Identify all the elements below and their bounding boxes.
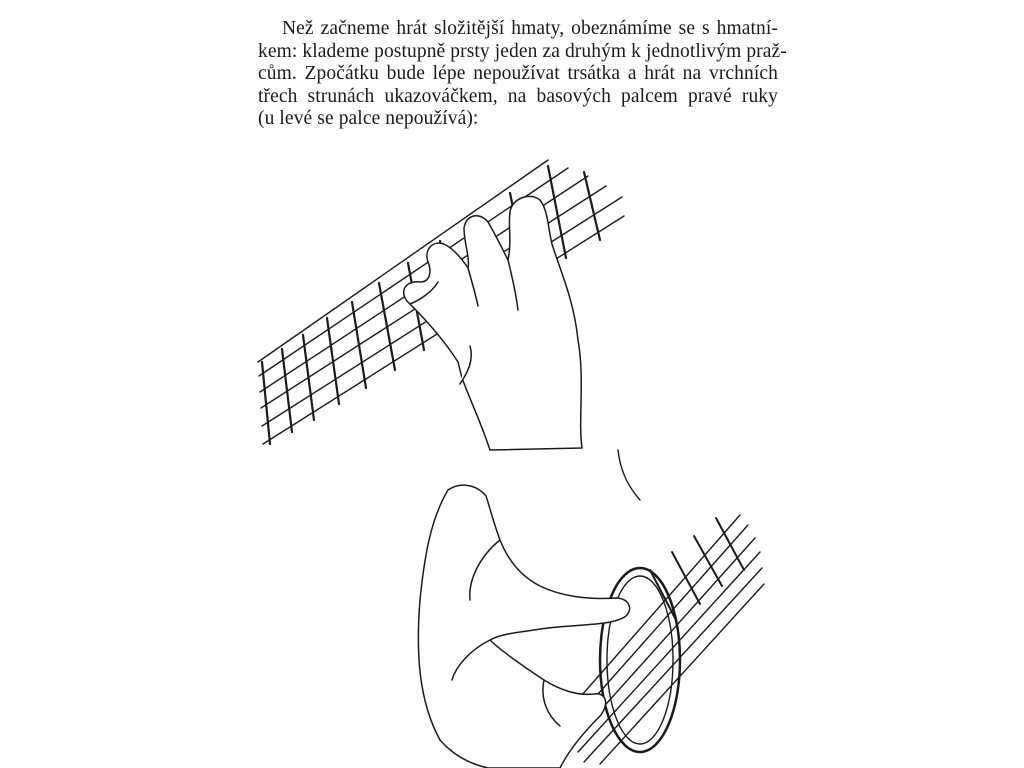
paragraph-line-2: kem: klademe postupně prsty jeden za druhým k jednotlivým praž-	[258, 40, 787, 62]
paragraph-line-4: třech strunách ukazováčkem, na basových palcem pravé ruky	[258, 85, 778, 107]
paragraph-line-3: cům. Zpočátku bude lépe nepoužívat trsátka a hrát na vrchních	[258, 63, 778, 84]
paragraph-line-5: (u levé se palce nepoužívá):	[258, 108, 479, 129]
guitar-frets-lower	[650, 518, 744, 620]
paragraph-line-1: Než začneme hrát složitější hmaty, obeznámíme se s hmatní-	[282, 18, 778, 39]
right-hand	[418, 485, 629, 768]
wrist	[618, 450, 640, 500]
